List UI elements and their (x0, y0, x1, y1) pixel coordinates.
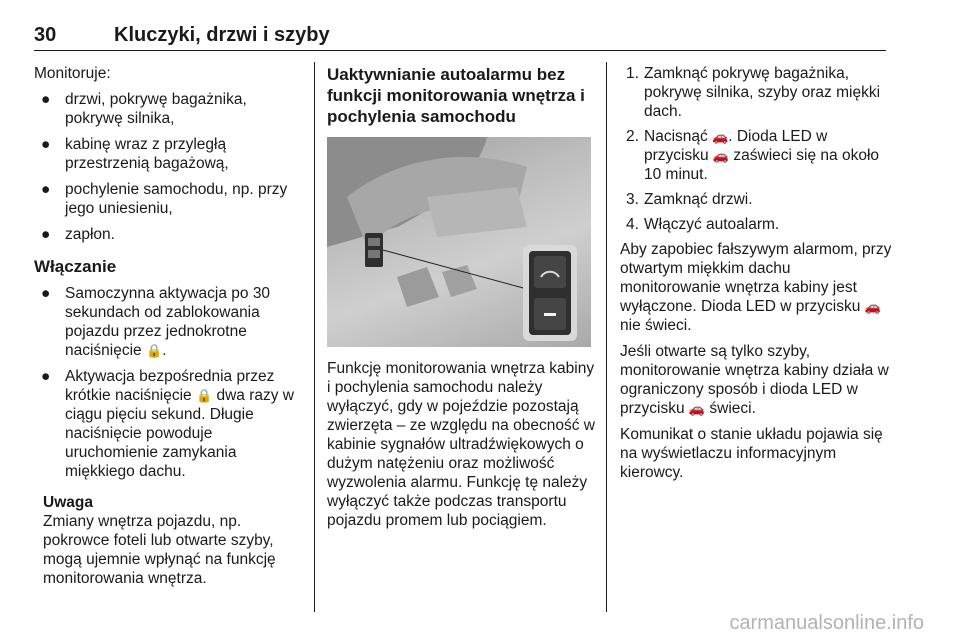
note-text: Zmiany wnętrza pojazdu, np. pokrowce foteli lub otwarte szyby, mogą ujemnie wpłynąć na funkcję monitorowania wnętrza. (43, 513, 276, 587)
steps-list (620, 64, 892, 234)
section-title: Uaktywnianie autoalarmu bez funkcji monitorowania wnętrza i pochylenia samochodu (327, 65, 585, 126)
lock-key-icon: 🔒 (146, 343, 163, 358)
note-label: Uwaga (43, 494, 93, 511)
list-item: ● drzwi, pokrywę bagażnika, pokrywę silnika, (41, 91, 247, 127)
dashboard-drawing (327, 137, 591, 347)
tilt-sensor-icon: 🚗 (712, 148, 730, 163)
tilt-sensor-icon: 🚗 (712, 129, 729, 144)
list-item: 4. Włączyć autoalarm. (626, 216, 780, 233)
list-item: ● pochylenie samochodu, np. przy jego uniesieniu, (41, 181, 288, 217)
dashboard-illustration (327, 137, 591, 347)
list-item: ● Aktywacja bezpośrednia przez krótkie naciśnięcie 🔒 dwa razy w ciągu pięciu sekund. Długie naciśnięcie powoduje uruchomienie zamykania miękkiego dachu. (41, 368, 294, 480)
list-item: ● kabinę wraz z przyległą przestrzenią bagażową, (41, 136, 229, 172)
list-item: ● zapłon. (41, 226, 115, 243)
note-box (34, 493, 300, 588)
list-item: 2. Nacisnąć 🚗. Dioda LED w przycisku 🚗 zaświeci się na około 10 minut. (626, 128, 880, 183)
column-divider (314, 62, 315, 612)
column-3 (620, 64, 892, 482)
body-paragraph: Komunikat o stanie układu pojawia się na wyświetlaczu informacyjnym kierowcy. (620, 426, 883, 481)
page-number: 30 (34, 24, 57, 46)
body-paragraph: Funkcję monitorowania wnętrza kabiny i pochylenia samochodu należy wyłączyć, gdy w pojeździe pozostają zwierzęta – ze względu na obecność w kabinie sygnałów ultradźwiękowych o dużym natężeniu oraz możliwość wyzwolenia alarmu. Funkcję tę należy wyłączyć także podczas transportu pojazdu promem lub pociągiem. (327, 360, 595, 529)
activation-list (34, 284, 300, 481)
lock-key-icon: 🔒 (195, 388, 213, 403)
body-paragraph: Jeśli otwarte są tylko szyby, monitorowanie wnętrza kabiny działa w ograniczony sposób i dioda LED w przycisku 🚗 świeci. (620, 343, 889, 417)
intro-text: Monitoruje: (34, 65, 111, 82)
column-2 (327, 64, 595, 530)
header-rule (34, 50, 886, 51)
monitor-list (34, 90, 300, 244)
column-divider (606, 62, 607, 612)
watermark: carmanualsonline.info (729, 612, 924, 634)
tilt-sensor-icon: 🚗 (864, 299, 881, 314)
section-title: Włączanie (34, 257, 117, 276)
list-item: ● Samoczynna aktywacja po 30 sekundach od zablokowania pojazdu przez jednokrotne naciśnięcie 🔒. (41, 285, 271, 359)
page-header (34, 24, 886, 50)
column-1 (34, 64, 300, 588)
list-item: 1. Zamknąć pokrywę bagażnika, pokrywę silnika, szyby oraz miękki dach. (626, 65, 881, 120)
chapter-title: Kluczyki, drzwi i szyby (114, 24, 330, 46)
tilt-sensor-icon: 🚗 (688, 401, 706, 416)
body-paragraph: Aby zapobiec fałszywym alarmom, przy otwartym miękkim dachu monitorowanie wnętrza kabiny jest wyłączone. Dioda LED w przycisku 🚗 nie świeci. (620, 241, 892, 334)
list-item: 3. Zamknąć drzwi. (626, 191, 753, 208)
